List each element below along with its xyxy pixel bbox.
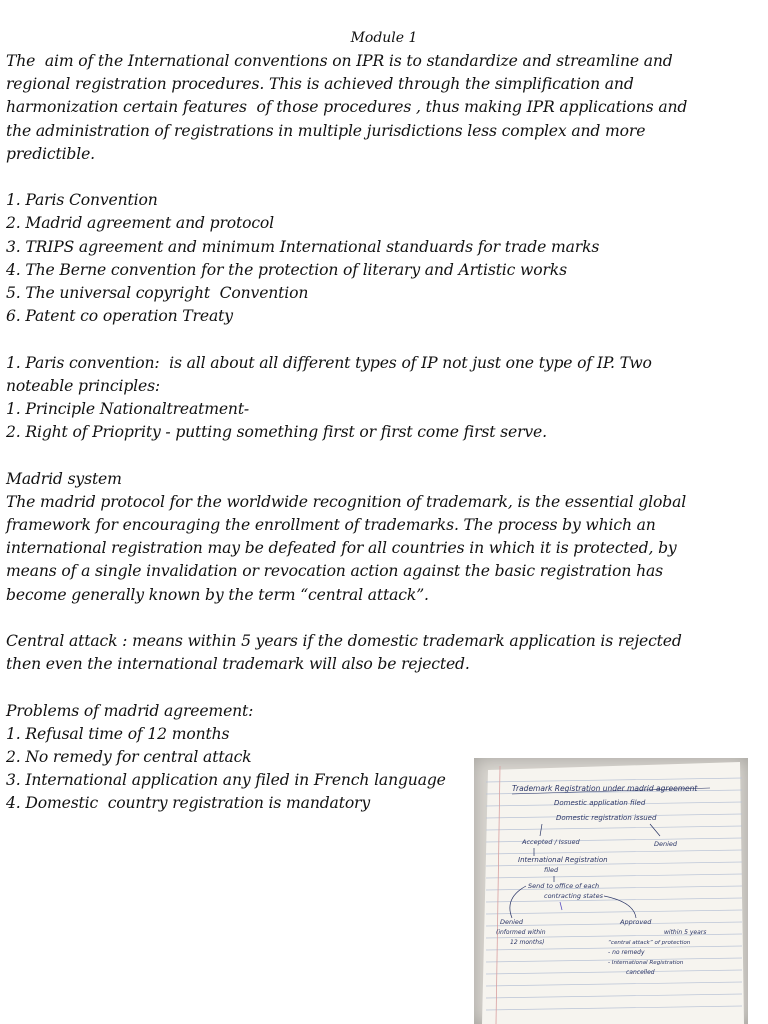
intro-line: harmonization certain features of those procedures , thus making IPR applications and (6, 98, 688, 117)
note-denied-top: Denied (654, 840, 678, 848)
convention-item: 4. The Berne convention for the protection of literary and Artistic works (6, 260, 567, 279)
problem-item: 3. International application any filed in French language (6, 771, 446, 790)
note-within-1: within 5 years (664, 929, 707, 936)
note-within-4: - International Registration (608, 960, 684, 966)
madrid-line: international registration may be defeated for all countries in which it is protected, by (6, 539, 677, 558)
convention-item: 6. Patent co operation Treaty (6, 307, 233, 326)
intro-line: The aim of the International conventions on IPR is to standardize and streamline and (6, 52, 673, 70)
page-title: Module 1 (350, 30, 418, 46)
note-within-5: cancelled (626, 969, 655, 976)
document-body (6, 50, 758, 816)
paris-line: 2. Right of Prioprity - putting something first or first come first serve. (6, 423, 547, 442)
paris-line: 1. Paris convention: is all about all different types of IP not just one type of IP. Two (6, 353, 652, 372)
note-denied-bottom-1: Denied (500, 918, 524, 926)
note-approved: Approved (620, 918, 652, 926)
note-intl-2: filed (544, 866, 559, 874)
convention-item: 1. Paris Convention (6, 191, 158, 210)
problems-heading: Problems of madrid agreement: (6, 701, 254, 720)
note-send-2: contracting states (544, 892, 603, 900)
note-accepted: Accepted / Issued (522, 838, 580, 846)
note-step1: Domestic application filed (554, 799, 646, 807)
paris-line: 1. Principle Nationaltreatment- (6, 400, 250, 419)
paris-line: noteable principles: (6, 376, 161, 395)
handwritten-notes-photo (474, 758, 748, 1024)
madrid-line: means of a single invalidation or revocation action against the basic registration has (6, 562, 663, 581)
note-within-2: “central attack” of protection (608, 940, 691, 946)
central-attack-line: Central attack : means within 5 years if the domestic trademark application is rejected (6, 632, 682, 651)
note-intl-1: International Registration (518, 856, 608, 864)
convention-item: 2. Madrid agreement and protocol (6, 214, 274, 233)
central-attack-line: then even the international trademark will also be rejected. (6, 655, 470, 674)
note-heading: Trademark Registration under madrid agreement (512, 784, 698, 793)
convention-item: 5. The universal copyright Convention (6, 284, 309, 303)
madrid-line: The madrid protocol for the worldwide recognition of trademark, is the essential global (6, 492, 687, 511)
intro-line: the administration of registrations in multiple jurisdictions less complex and more (6, 121, 646, 140)
note-step2: Domestic registration issued (556, 814, 657, 822)
madrid-heading: Madrid system (6, 469, 122, 488)
problem-item: 4. Domestic country registration is mandatory (6, 794, 371, 813)
problem-item: 2. No remedy for central attack (6, 748, 252, 767)
madrid-line: become generally known by the term “central attack”. (6, 585, 429, 604)
note-within-3: - no remedy (608, 949, 645, 956)
problem-item: 1. Refusal time of 12 months (6, 724, 230, 743)
note-denied-bottom-3: 12 months) (510, 939, 545, 946)
intro-line: regional registration procedures. This is achieved through the simplification and (6, 75, 634, 94)
note-send-1: Send to office of each (528, 882, 600, 890)
intro-line: predictible. (6, 144, 95, 163)
madrid-line: framework for encouraging the enrollment of trademarks. The process by which an (6, 516, 656, 535)
note-denied-bottom-2: (informed within (496, 929, 546, 936)
convention-item: 3. TRIPS agreement and minimum International standuards for trade marks (6, 237, 600, 256)
notebook-page-drawing (474, 758, 748, 1024)
